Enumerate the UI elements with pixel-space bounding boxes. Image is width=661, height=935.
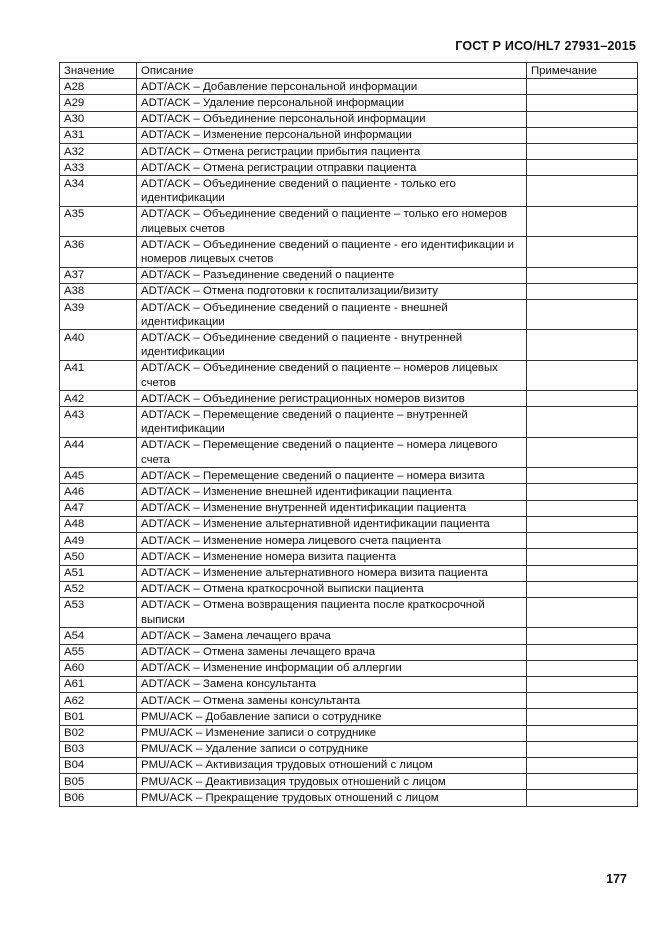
code-cell: A46 [60,484,137,500]
code-cell: A34 [60,176,137,206]
description-cell: ADT/ACK – Перемещение сведений о пациенте – номера лицевого счета [137,437,527,467]
table-row [60,581,638,597]
table-row [60,774,638,790]
note-cell [527,283,638,299]
description-cell: ADT/ACK – Изменение внешней идентификации пациента [137,484,527,500]
table-row [60,790,638,806]
code-cell: B02 [60,725,137,741]
description-cell: ADT/ACK – Изменение информации об аллергии [137,660,527,676]
note-cell [527,516,638,532]
note-cell [527,549,638,565]
page-number: 177 [606,872,627,886]
code-cell: A55 [60,644,137,660]
code-cell: A43 [60,407,137,437]
code-cell: A38 [60,283,137,299]
code-cell: A61 [60,676,137,692]
code-cell: A49 [60,533,137,549]
description-cell: ADT/ACK – Отмена замены консультанта [137,693,527,709]
table-row [60,757,638,773]
code-cell: A42 [60,391,137,407]
code-cell: A54 [60,628,137,644]
code-cell: A37 [60,267,137,283]
description-cell: ADT/ACK – Объединение сведений о пациенте - внутренней идентификации [137,330,527,360]
code-cell: A47 [60,500,137,516]
table-row [60,267,638,283]
table-row [60,484,638,500]
description-cell: ADT/ACK – Перемещение сведений о пациенте – номера визита [137,468,527,484]
note-cell [527,660,638,676]
note-cell [527,581,638,597]
code-cell: B04 [60,757,137,773]
table-row [60,360,638,390]
table-row [60,127,638,143]
description-cell: ADT/ACK – Отмена возвращения пациента после краткосрочной выписки [137,597,527,627]
table-row [60,533,638,549]
table-row [60,725,638,741]
code-cell: A45 [60,468,137,484]
note-cell [527,484,638,500]
description-cell: ADT/ACK – Отмена замены лечащего врача [137,644,527,660]
note-cell [527,360,638,390]
note-cell [527,407,638,437]
table-row [60,644,638,660]
description-cell: ADT/ACK – Изменение внутренней идентификации пациента [137,500,527,516]
note-cell [527,628,638,644]
description-cell: PMU/ACK – Добавление записи о сотруднике [137,709,527,725]
description-cell: ADT/ACK – Замена лечащего врача [137,628,527,644]
table-row [60,407,638,437]
code-cell: A52 [60,581,137,597]
table-row [60,237,638,267]
note-cell [527,597,638,627]
note-cell [527,330,638,360]
description-cell: ADT/ACK – Объединение сведений о пациенте - его идентификации и номеров лицевых счетов [137,237,527,267]
table-row [60,300,638,330]
description-cell: ADT/ACK – Удаление персональной информации [137,95,527,111]
note-cell [527,176,638,206]
note-cell [527,468,638,484]
code-cell: A35 [60,206,137,236]
description-cell: ADT/ACK – Отмена регистрации прибытия пациента [137,144,527,160]
description-cell: ADT/ACK – Разъединение сведений о пациенте [137,267,527,283]
note-cell [527,741,638,757]
event-code-table [59,62,638,807]
table-row [60,437,638,467]
document-header: ГОСТ Р ИСО/HL7 27931–2015 [455,39,636,53]
description-cell: ADT/ACK – Объединение сведений о пациенте – только его номеров лицевых счетов [137,206,527,236]
note-cell [527,725,638,741]
description-cell: ADT/ACK – Объединение сведений о пациенте - внешней идентификации [137,300,527,330]
note-cell [527,95,638,111]
column-header-value: Значение [60,63,137,79]
table-row [60,160,638,176]
note-cell [527,267,638,283]
table-row [60,676,638,692]
code-cell: B03 [60,741,137,757]
description-cell: PMU/ACK – Изменение записи о сотруднике [137,725,527,741]
code-cell: A28 [60,79,137,95]
code-cell: A31 [60,127,137,143]
code-cell: B05 [60,774,137,790]
note-cell [527,79,638,95]
table-row [60,468,638,484]
table-row [60,693,638,709]
code-cell: A29 [60,95,137,111]
column-header-note: Примечание [527,63,638,79]
description-cell: ADT/ACK – Изменение альтернативного номера визита пациента [137,565,527,581]
note-cell [527,644,638,660]
description-cell: ADT/ACK – Отмена регистрации отправки пациента [137,160,527,176]
code-cell: A44 [60,437,137,467]
code-cell: A53 [60,597,137,627]
table-row [60,391,638,407]
description-cell: ADT/ACK – Отмена краткосрочной выписки пациента [137,581,527,597]
note-cell [527,206,638,236]
table-row [60,549,638,565]
table-row [60,330,638,360]
code-cell: A39 [60,300,137,330]
note-cell [527,693,638,709]
table-row [60,95,638,111]
code-cell: A41 [60,360,137,390]
table-row [60,628,638,644]
description-cell: PMU/ACK – Деактивизация трудовых отношений с лицом [137,774,527,790]
table-row [60,660,638,676]
description-cell: ADT/ACK – Отмена подготовки к госпитализации/визиту [137,283,527,299]
note-cell [527,790,638,806]
description-cell: ADT/ACK – Объединение сведений о пациенте - только его идентификации [137,176,527,206]
description-cell: PMU/ACK – Удаление записи о сотруднике [137,741,527,757]
description-cell: ADT/ACK – Объединение сведений о пациенте – номеров лицевых счетов [137,360,527,390]
note-cell [527,144,638,160]
code-cell: B01 [60,709,137,725]
note-cell [527,391,638,407]
description-cell: PMU/ACK – Активизация трудовых отношений с лицом [137,757,527,773]
note-cell [527,500,638,516]
description-cell: ADT/ACK – Добавление персональной информации [137,79,527,95]
code-cell: A32 [60,144,137,160]
description-cell: ADT/ACK – Изменение номера лицевого счета пациента [137,533,527,549]
table-header-row [60,63,638,79]
code-cell: A50 [60,549,137,565]
note-cell [527,111,638,127]
note-cell [527,533,638,549]
code-cell: A62 [60,693,137,709]
table-row [60,741,638,757]
table-row [60,565,638,581]
description-cell: ADT/ACK – Изменение персональной информации [137,127,527,143]
table-row [60,500,638,516]
description-cell: ADT/ACK – Изменение номера визита пациента [137,549,527,565]
code-cell: A30 [60,111,137,127]
note-cell [527,437,638,467]
code-cell: A48 [60,516,137,532]
note-cell [527,774,638,790]
code-cell: A60 [60,660,137,676]
table-row [60,176,638,206]
table-row [60,283,638,299]
note-cell [527,676,638,692]
table-row [60,144,638,160]
table-row [60,111,638,127]
column-header-description: Описание [137,63,527,79]
note-cell [527,565,638,581]
description-cell: ADT/ACK – Объединение персональной информации [137,111,527,127]
description-cell: ADT/ACK – Изменение альтернативной идентификации пациента [137,516,527,532]
description-cell: ADT/ACK – Объединение регистрационных номеров визитов [137,391,527,407]
note-cell [527,300,638,330]
note-cell [527,709,638,725]
table-row [60,79,638,95]
note-cell [527,160,638,176]
table-row [60,709,638,725]
description-cell: PMU/ACK – Прекращение трудовых отношений с лицом [137,790,527,806]
description-cell: ADT/ACK – Перемещение сведений о пациенте – внутренней идентификации [137,407,527,437]
code-cell: A36 [60,237,137,267]
description-cell: ADT/ACK – Замена консультанта [137,676,527,692]
note-cell [527,127,638,143]
code-cell: A33 [60,160,137,176]
code-cell: A51 [60,565,137,581]
table-row [60,516,638,532]
table-row [60,597,638,627]
code-cell: B06 [60,790,137,806]
note-cell [527,757,638,773]
table-row [60,206,638,236]
note-cell [527,237,638,267]
code-cell: A40 [60,330,137,360]
